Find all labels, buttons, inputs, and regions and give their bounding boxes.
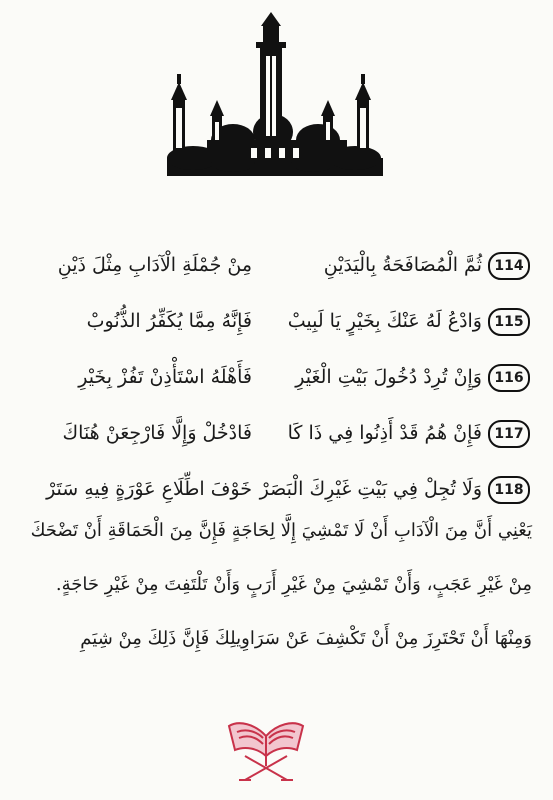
verse-114 bbox=[12, 250, 530, 284]
verse-number-badge: 118 bbox=[488, 476, 530, 504]
verse-number-badge: 117 bbox=[488, 420, 530, 448]
commentary-line-3: وَمِنْهَا أَنْ تَحْتَرِزَ مِنْ أَنْ تَكْشِفَ عَنْ سَرَاوِيلِكَ فَإِنَّ ذَلِكَ مِنْ شِيَمِ bbox=[80, 628, 532, 649]
verse-first-hemistich: فَإِنْ هُمُ قَدْ أَذِنُوا فِي ذَا كَا bbox=[287, 422, 482, 444]
commentary-line-1: يَعْنِي أَنَّ مِنَ الْآدَابِ أَنْ لَا تَمْشِيَ إِلَّا لِحَاجَةٍ فَإِنَّ مِنَ الْحَمَاقَةِ أَنْ تَضْحَكَ bbox=[30, 520, 532, 541]
verse-117 bbox=[12, 418, 530, 452]
quran-on-stand-illustration bbox=[225, 706, 307, 786]
verse-second-hemistich: خَوْفَ اطِّلَاعِ عَوْرَةٍ فِيهِ سَتَرْ bbox=[46, 478, 252, 500]
verse-number-badge: 114 bbox=[488, 252, 530, 280]
verse-second-hemistich: فَأَهْلَهُ اسْتَأْذِنْ تَفُزْ بِخَيْرِ bbox=[78, 366, 252, 388]
verse-second-hemistich: مِنْ جُمْلَةِ الْآدَابِ مِثْلَ ذَيْنِ bbox=[57, 254, 252, 276]
mosque-illustration bbox=[163, 8, 387, 180]
verse-first-hemistich: وَلَا تُجِلْ فِي بَيْتِ غَيْرِكَ الْبَصَرْ bbox=[259, 478, 482, 500]
verse-first-hemistich: وَادْعُ لَهُ عَنْكَ بِخَيْرٍ يَا لَبِيبْ bbox=[287, 310, 482, 332]
verse-second-hemistich: فَادْخُلْ وَإِلَّا فَارْجِعَنْ هُنَاكَ bbox=[62, 422, 252, 444]
verse-115 bbox=[12, 306, 530, 340]
verse-first-hemistich: وَإِنْ تُرِدْ دُخُولَ بَيْتِ الْغَيْرِ bbox=[295, 366, 482, 388]
verse-first-hemistich: ثُمَّ الْمُصَافَحَةُ بِالْيَدَيْنِ bbox=[323, 254, 482, 276]
verse-number-badge: 115 bbox=[488, 308, 530, 336]
verse-118 bbox=[12, 474, 530, 508]
commentary-line-2: مِنْ غَيْرِ عَجَبٍ، وَأَنْ تَمْشِيَ مِنْ غَيْرِ أَرَبٍ وَأَنْ تَلْتَفِتَ مِنْ غَيْرِ حَاجَةٍ. bbox=[55, 574, 532, 595]
verse-number-badge: 116 bbox=[488, 364, 530, 392]
verse-second-hemistich: فَإِنَّهُ مِمَّا يُكَفِّرُ الذُّنُوبْ bbox=[86, 310, 252, 332]
verse-116 bbox=[12, 362, 530, 396]
